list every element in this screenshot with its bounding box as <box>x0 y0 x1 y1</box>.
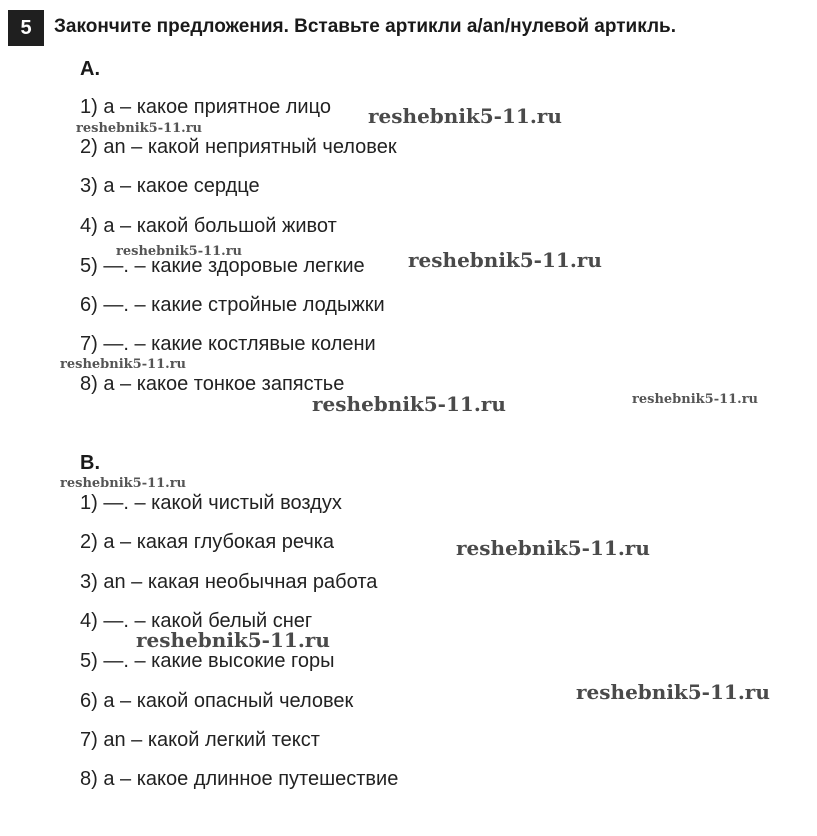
list-item: 2) an – какой неприятный человек <box>80 136 397 158</box>
list-item: 7) —. – какие костлявые колени <box>80 333 376 355</box>
list-item: 4) a – какой большой живот <box>80 215 337 237</box>
list-item: 5) —. – какие здоровые легкие <box>80 255 365 277</box>
list-item: 6) a – какой опасный человек <box>80 690 354 712</box>
watermark: reshebnik5-11.ru <box>368 104 562 128</box>
task-header <box>8 8 813 48</box>
watermark: reshebnik5-11.ru <box>312 392 506 416</box>
section-b-label: В. <box>80 452 100 474</box>
list-item: 7) an – какой легкий текст <box>80 729 320 751</box>
task-number-badge: 5 <box>8 10 44 46</box>
list-item: 1) —. – какой чистый воздух <box>80 492 342 514</box>
watermark: reshebnik5-11.ru <box>60 476 187 491</box>
list-item: 2) a – какая глубокая речка <box>80 531 335 553</box>
watermark: reshebnik5-11.ru <box>136 628 330 652</box>
list-item: 3) an – какая необычная работа <box>80 571 378 593</box>
task-title: Закончите предложения. Вставьте артикли a/an/нулевой артикль. <box>54 16 676 37</box>
watermark: reshebnik5-11.ru <box>116 244 243 259</box>
watermark: reshebnik5-11.ru <box>632 392 759 407</box>
list-item: 1) a – какое приятное лицо <box>80 96 331 118</box>
list-item: 4) —. – какой белый снег <box>80 610 313 632</box>
list-item: 8) a – какое тонкое запястье <box>80 373 345 395</box>
watermark: reshebnik5-11.ru <box>576 680 770 704</box>
list-item: 6) —. – какие стройные лодыжки <box>80 294 385 316</box>
watermark: reshebnik5-11.ru <box>60 357 187 372</box>
list-item: 3) a – какое сердце <box>80 175 260 197</box>
list-item: 8) a – какое длинное путешествие <box>80 768 399 790</box>
watermark: reshebnik5-11.ru <box>76 121 203 136</box>
list-item: 5) —. – какие высокие горы <box>80 650 335 672</box>
section-a-label: А. <box>80 58 100 80</box>
watermark: reshebnik5-11.ru <box>456 536 650 560</box>
watermark: reshebnik5-11.ru <box>408 248 602 272</box>
